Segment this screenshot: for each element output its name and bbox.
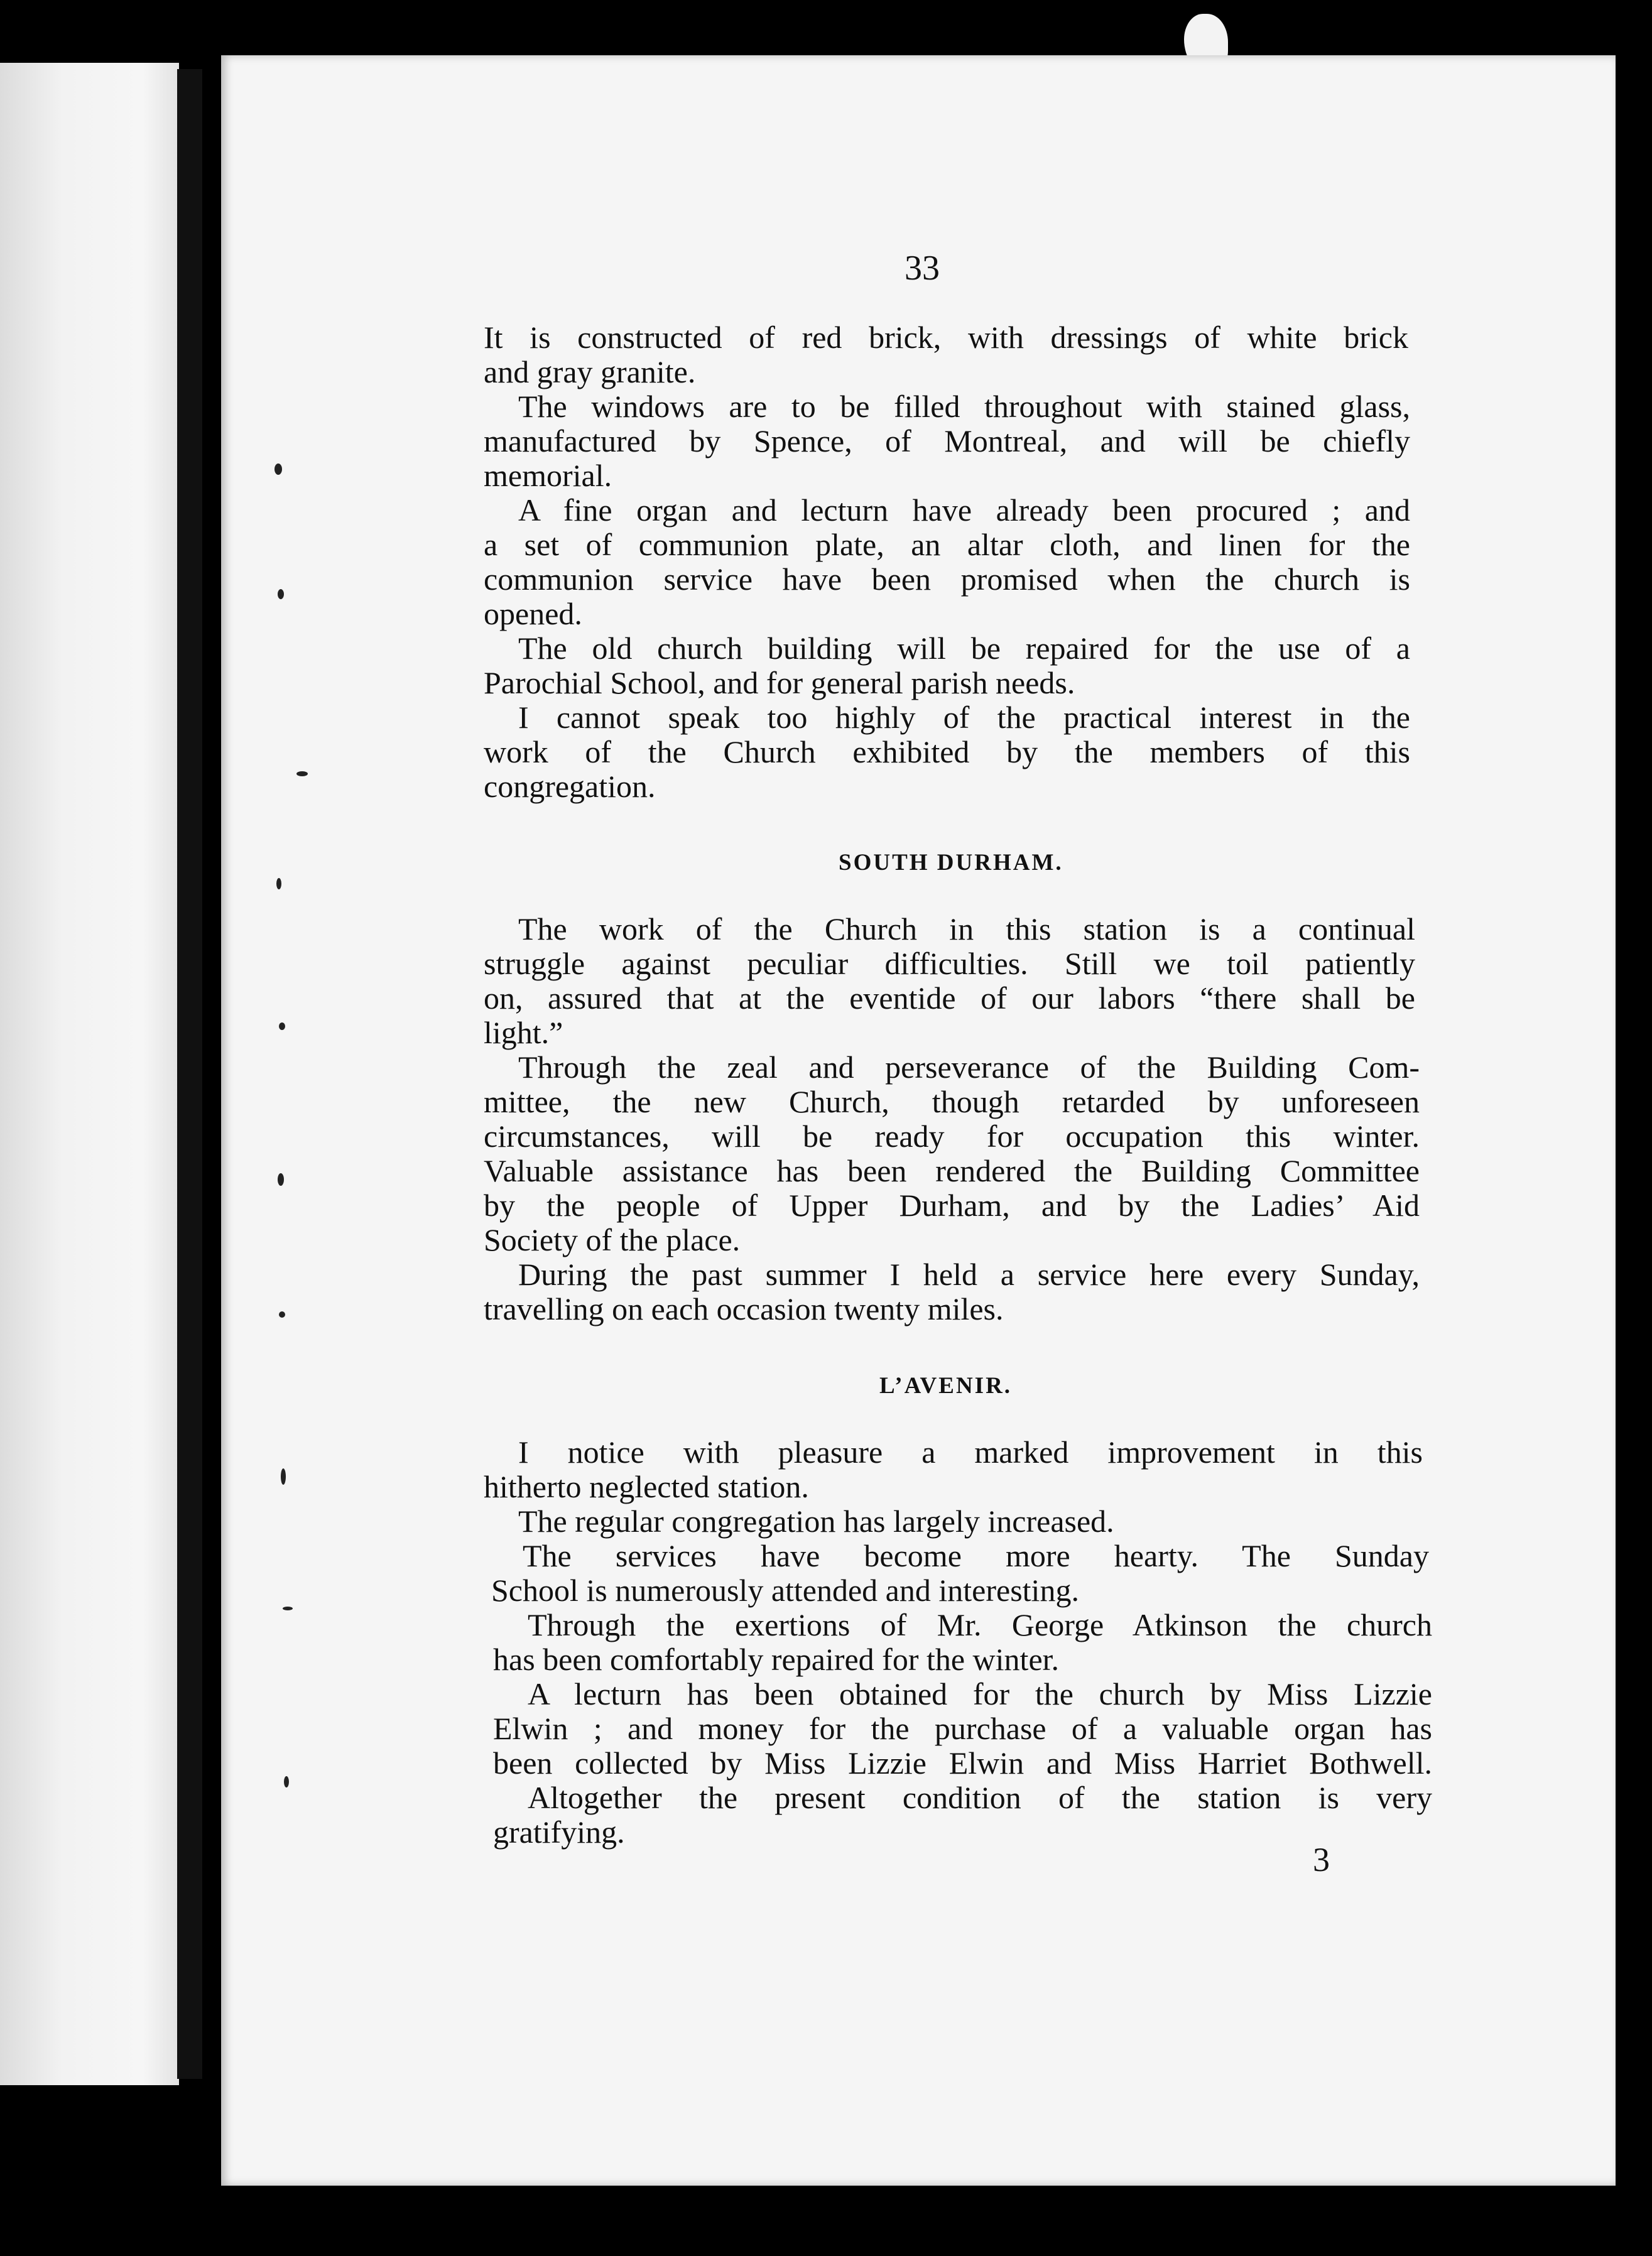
text-line: by the people of Upper Durham, and by the Ladies’ Aid — [484, 1188, 1420, 1223]
margin-mark — [274, 464, 282, 475]
text-line: mittee, the new Church, though retarded by unforeseen — [484, 1084, 1420, 1119]
text-line: Altogether the present condition of the station is very — [528, 1780, 1432, 1815]
text-line: Through the zeal and perseverance of the Building Com- — [518, 1049, 1420, 1085]
text-line: It is constructed of red brick, with dressings of white brick — [484, 320, 1408, 355]
margin-mark — [278, 1173, 284, 1186]
text-line: light.” — [484, 1015, 563, 1050]
text-line: The regular congregation has largely increased. — [518, 1504, 1114, 1539]
text-line: The work of the Church in this station is a continual — [518, 911, 1415, 946]
signature-mark: 3 — [1313, 1841, 1330, 1879]
margin-mark — [279, 1022, 285, 1030]
text-line: manufactured by Spence, of Montreal, and will be chiefly — [484, 423, 1410, 458]
text-line: been collected by Miss Lizzie Elwin and Miss Harriet Bothwell. — [493, 1745, 1432, 1781]
text-line: gratifying. — [493, 1814, 625, 1850]
text-line: Valuable assistance has been rendered the Building Committee — [484, 1153, 1420, 1188]
text-line: a set of communion plate, an altar cloth, and linen for the — [484, 527, 1410, 562]
text-line: on, assured that at the eventide of our labors “there shall be — [484, 980, 1415, 1016]
margin-mark — [283, 1607, 293, 1610]
text-line: The windows are to be filled throughout with stained glass, — [518, 389, 1410, 424]
text-line: circumstances, will be ready for occupation this winter. — [484, 1119, 1420, 1154]
text-line: Society of the place. — [484, 1222, 741, 1257]
text-line: Through the exertions of Mr. George Atkinson the church — [528, 1607, 1432, 1642]
text-line: A fine organ and lecturn have already been procured ; and — [518, 492, 1410, 528]
margin-mark — [296, 771, 308, 776]
text-line: A lecturn has been obtained for the church by Miss Lizzie — [528, 1676, 1432, 1711]
margin-mark — [284, 1776, 289, 1787]
text-line: The old church building will be repaired for the use of a — [518, 631, 1410, 666]
text-line: opened. — [484, 596, 582, 631]
text-line: During the past summer I held a service here every Sunday, — [518, 1257, 1420, 1292]
margin-mark — [276, 878, 281, 889]
section-heading: SOUTH DURHAM. — [839, 850, 1063, 876]
text-line: and gray granite. — [484, 354, 696, 389]
page-number: 33 — [905, 249, 940, 288]
text-line: Elwin ; and money for the purchase of a valuable organ has — [493, 1711, 1432, 1746]
text-line: The services have become more hearty. The Sunday — [523, 1538, 1429, 1573]
text-line: hitherto neglected station. — [484, 1469, 809, 1504]
text-line: I notice with pleasure a marked improvement in this — [518, 1434, 1423, 1470]
text-line: has been comfortably repaired for the winter. — [493, 1642, 1060, 1677]
margin-mark — [281, 1468, 286, 1485]
margin-mark — [279, 1311, 285, 1318]
book-gutter — [177, 69, 202, 2079]
text-line: I cannot speak too highly of the practical interest in the — [518, 700, 1410, 735]
section-heading: L’AVENIR. — [879, 1373, 1013, 1399]
text-line: congregation. — [484, 769, 656, 804]
text-line: struggle against peculiar difficulties. Still we toil patiently — [484, 946, 1415, 981]
margin-mark — [278, 589, 284, 599]
text-line: work of the Church exhibited by the members of this — [484, 734, 1410, 769]
text-line: memorial. — [484, 458, 612, 493]
text-line: communion service have been promised when the church is — [484, 561, 1410, 597]
text-line: travelling on each occasion twenty miles. — [484, 1291, 1004, 1326]
text-line: Parochial School, and for general parish needs. — [484, 665, 1075, 700]
facing-page-edge — [0, 63, 179, 2085]
text-line: School is numerously attended and interesting. — [491, 1573, 1079, 1608]
